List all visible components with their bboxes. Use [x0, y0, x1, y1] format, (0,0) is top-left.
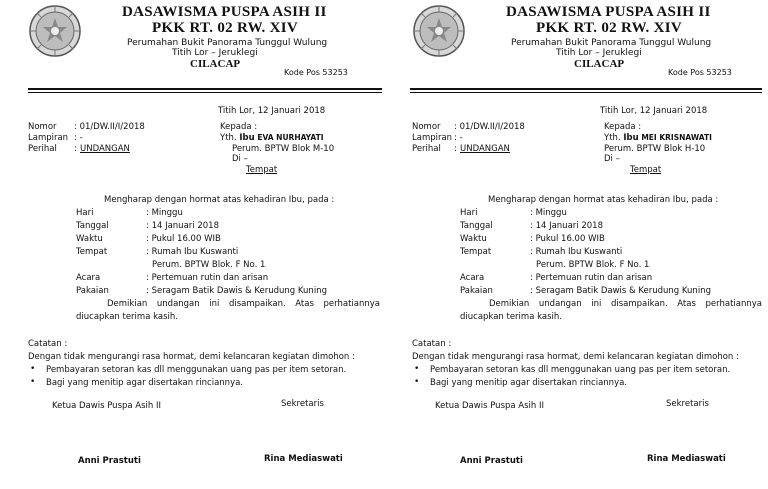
lampiran-value: : -: [454, 133, 463, 143]
bullet-icon: •: [30, 364, 36, 374]
catatan-label: Catatan :: [28, 339, 68, 349]
header-divider-thin: [28, 92, 382, 93]
sign-right-name: Rina Mediaswati: [647, 454, 726, 464]
pkk-emblem-logo: [28, 4, 82, 58]
lampiran-value: : -: [74, 133, 83, 143]
hari-label: Hari: [76, 208, 94, 218]
pakaian-label: Pakaian: [76, 286, 109, 296]
tempat-detail-value-2: Perum. BPTW Blok. F No. 1: [152, 260, 266, 270]
opening-line: Mengharap dengan hormat atas kehadiran Ibu, pada :: [488, 195, 719, 205]
pakaian-value: : Seragam Batik Dawis & Kerudung Kuning: [146, 286, 327, 296]
catatan-label: Catatan :: [412, 339, 452, 349]
bullet-icon: •: [30, 377, 36, 387]
tempat-detail-label: Tempat: [460, 247, 492, 257]
perihal-value: UNDANGAN: [460, 144, 510, 154]
perihal-label: Perihal: [412, 144, 441, 154]
yth-prefix: Yth.: [604, 133, 621, 143]
address-line-2: Titih Lor – Jeruklegi: [172, 48, 258, 58]
kepada-label: Kepada :: [604, 122, 642, 132]
catatan-item-1: Pembayaran setoran kas dll menggunakan uang pas per item setoran.: [46, 365, 347, 375]
acara-label: Acara: [460, 273, 485, 283]
acara-value: : Pertemuan rutin dan arisan: [146, 273, 269, 283]
nomor-label: Nomor: [412, 122, 441, 132]
hari-value: : Minggu: [530, 208, 567, 218]
di-label: Di –: [232, 154, 248, 164]
org-unit: PKK RT. 02 RW. XIV: [536, 20, 683, 36]
recipient-name: MEI KRISNAWATI: [641, 133, 712, 142]
header-divider-thin: [410, 92, 762, 93]
bullet-icon: •: [414, 364, 420, 374]
recipient-line: [220, 133, 324, 143]
header-divider-thick: [410, 88, 762, 90]
waktu-value: : Pukul 16.00 WIB: [530, 234, 605, 244]
sign-right-title: Sekretaris: [666, 399, 709, 409]
tempat-label: Tempat: [246, 165, 278, 175]
closing-line-1: Demikian undangan ini disampaikan. Atas perhatiannya: [489, 299, 762, 309]
catatan-intro: Dengan tidak mengurangi rasa hormat, demi kelancaran kegiatan dimohon :: [412, 352, 739, 362]
recipient-line: [604, 133, 712, 143]
tanggal-value: : 14 Januari 2018: [146, 221, 219, 231]
tempat-detail-value: : Rumah Ibu Kuswanti: [530, 247, 623, 257]
ibu-title: Ibu: [623, 133, 639, 143]
sign-left-name: Anni Prastuti: [78, 456, 141, 466]
perihal-colon: :: [74, 144, 77, 154]
tempat-detail-value: : Rumah Ibu Kuswanti: [146, 247, 239, 257]
closing-line-2: diucapkan terima kasih.: [460, 312, 562, 322]
lampiran-label: Lampiran: [412, 133, 453, 143]
postal-code: Kode Pos 53253: [284, 68, 348, 77]
lampiran-label: Lampiran: [28, 133, 69, 143]
sign-left-title: Ketua Dawis Puspa Asih II: [52, 401, 162, 411]
sign-left-name: Anni Prastuti: [460, 456, 523, 466]
place-date: Titih Lor, 12 Januari 2018: [600, 106, 708, 116]
hari-label: Hari: [460, 208, 478, 218]
acara-value: : Pertemuan rutin dan arisan: [530, 273, 653, 283]
sign-right-title: Sekretaris: [281, 399, 324, 409]
recipient-name: EVA NURHAYATI: [257, 133, 324, 142]
org-name: DASAWISMA PUSPA ASIH II: [506, 4, 711, 20]
catatan-item-2: Bagi yang menitip agar disertakan rinciannya.: [430, 378, 628, 388]
sign-right-name: Rina Mediaswati: [264, 454, 343, 464]
waktu-label: Waktu: [76, 234, 103, 244]
recipient-address: Perum. BPTW Blok H-10: [604, 144, 706, 154]
tanggal-value: : 14 Januari 2018: [530, 221, 603, 231]
closing-line-1: Demikian undangan ini disampaikan. Atas perhatiannya: [107, 299, 380, 309]
catatan-item-1: Pembayaran setoran kas dll menggunakan uang pas per item setoran.: [430, 365, 731, 375]
org-unit: PKK RT. 02 RW. XIV: [152, 20, 299, 36]
yth-prefix: Yth.: [220, 133, 237, 143]
waktu-value: : Pukul 16.00 WIB: [146, 234, 221, 244]
tanggal-label: Tanggal: [460, 221, 493, 231]
address-line-2: Titih Lor – Jeruklegi: [556, 48, 642, 58]
sign-left-title: Ketua Dawis Puspa Asih II: [435, 401, 545, 411]
perihal-label: Perihal: [28, 144, 57, 154]
di-label: Di –: [604, 154, 620, 164]
perihal-colon: :: [454, 144, 457, 154]
postal-code: Kode Pos 53253: [668, 68, 732, 77]
perihal-value: UNDANGAN: [80, 144, 130, 154]
kepada-label: Kepada :: [220, 122, 258, 132]
tempat-label: Tempat: [630, 165, 662, 175]
catatan-intro: Dengan tidak mengurangi rasa hormat, demi kelancaran kegiatan dimohon :: [28, 352, 355, 362]
nomor-value: : 01/DW.II/I/2018: [454, 122, 525, 132]
tempat-detail-value-2: Perum. BPTW Blok. F No. 1: [536, 260, 650, 270]
invitation-letter-2: [384, 0, 768, 489]
city: CILACAP: [190, 58, 241, 70]
place-date: Titih Lor, 12 Januari 2018: [218, 106, 326, 116]
header-divider-thick: [28, 88, 382, 90]
address-line-1: Perumahan Bukit Panorama Tunggul Wulung: [127, 38, 328, 48]
address-line-1: Perumahan Bukit Panorama Tunggul Wulung: [511, 38, 712, 48]
pakaian-label: Pakaian: [460, 286, 493, 296]
tanggal-label: Tanggal: [76, 221, 109, 231]
closing-line-2: diucapkan terima kasih.: [76, 312, 178, 322]
nomor-value: : 01/DW.II/I/2018: [74, 122, 145, 132]
catatan-item-2: Bagi yang menitip agar disertakan rinciannya.: [46, 378, 244, 388]
pakaian-value: : Seragam Batik Dawis & Kerudung Kuning: [530, 286, 711, 296]
nomor-label: Nomor: [28, 122, 57, 132]
ibu-title: Ibu: [239, 133, 255, 143]
org-name: DASAWISMA PUSPA ASIH II: [122, 4, 327, 20]
acara-label: Acara: [76, 273, 101, 283]
pkk-emblem-logo: [412, 4, 466, 58]
tempat-detail-label: Tempat: [76, 247, 108, 257]
recipient-address: Perum. BPTW Blok M-10: [232, 144, 335, 154]
bullet-icon: •: [414, 377, 420, 387]
city: CILACAP: [574, 58, 625, 70]
hari-value: : Minggu: [146, 208, 183, 218]
waktu-label: Waktu: [460, 234, 487, 244]
opening-line: Mengharap dengan hormat atas kehadiran Ibu, pada :: [104, 195, 335, 205]
